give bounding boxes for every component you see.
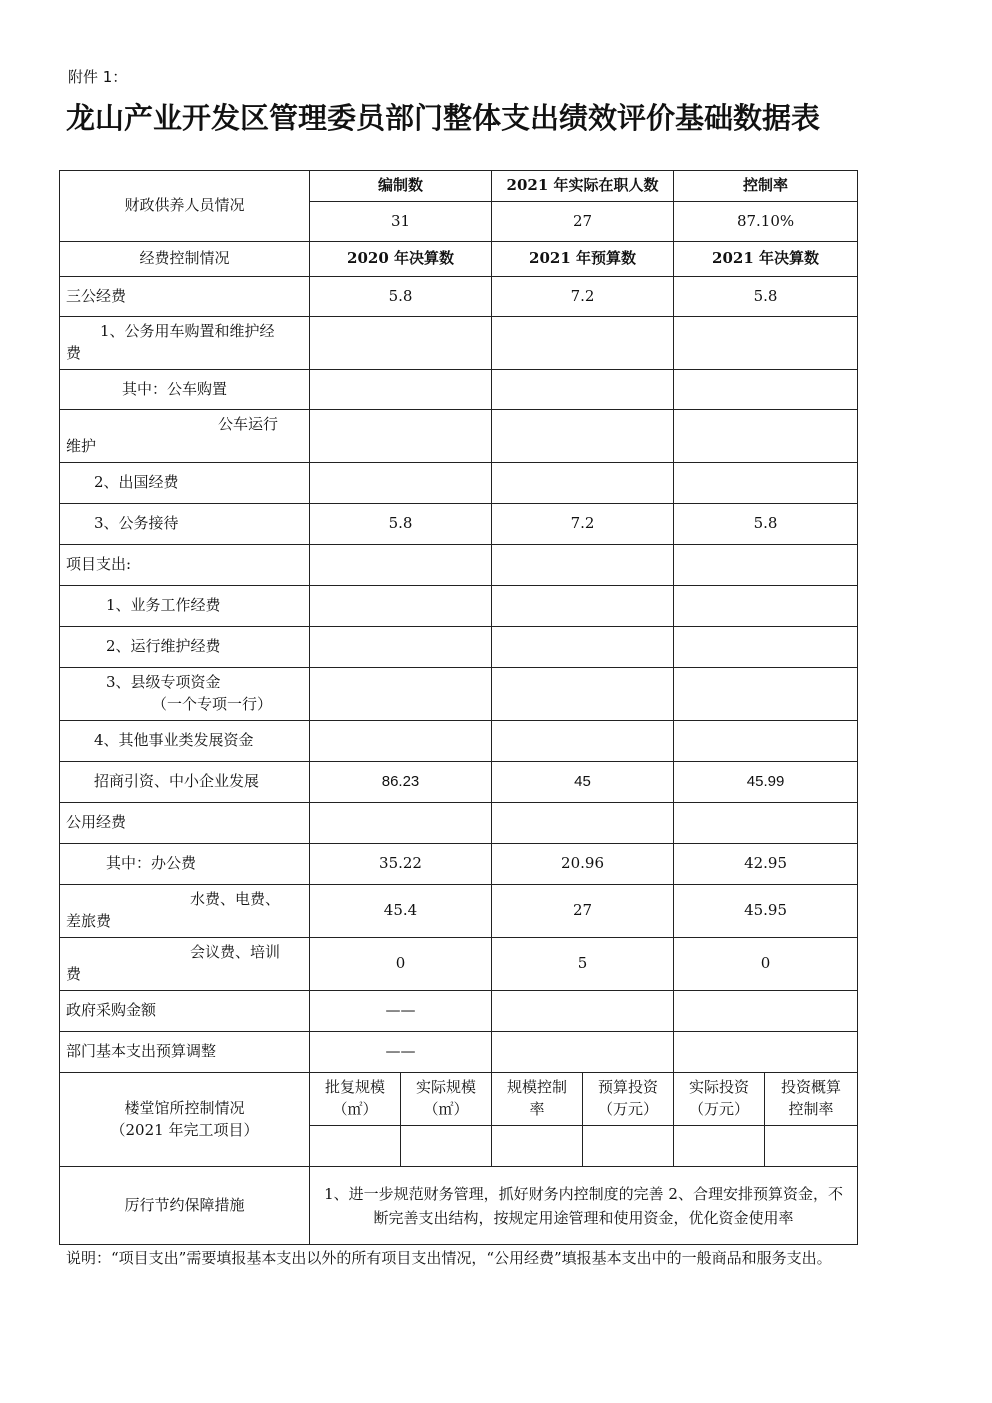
row-value [492,545,674,586]
staff-value-rate: 87.10% [674,202,858,242]
header-line1: 预算投资 [598,1078,659,1097]
header-line1: 规模控制 [507,1078,568,1097]
buildings-header-scale-rate [492,1073,583,1126]
buildings-value [674,1126,765,1167]
header-line2: （㎡） [423,1100,469,1118]
row-value: 45.95 [674,885,858,938]
buildings-value [583,1126,674,1167]
row-label-line2: 费 [66,344,82,362]
table-row [60,463,858,504]
row-label-line2: 差旅费 [66,912,112,930]
row-value [674,803,858,844]
row-value: 7.2 [492,277,674,317]
table-row [60,938,858,991]
row-value: —— [310,991,492,1032]
header-line1: 批复规模 [324,1078,385,1097]
row-value [674,1032,858,1073]
row-value: 45 [492,762,674,803]
attachment-label: 附件 1： [68,68,128,86]
staff-value-actual: 27 [492,202,674,242]
row-label-line2: 维护 [66,437,97,455]
header-line2: （㎡） [332,1100,378,1118]
row-label: 政府采购金额 [60,991,310,1032]
row-value [492,586,674,627]
table-row [60,991,858,1032]
row-label: 项目支出: [60,545,310,586]
row-label: 其中：公车购置 [60,370,310,410]
row-value [310,317,492,370]
row-label-line1: 水费、电费、 [190,890,281,909]
row-value [310,721,492,762]
table-row [60,721,858,762]
row-value [492,370,674,410]
row-value [492,463,674,504]
table-row [60,504,858,545]
table-row [60,317,858,370]
row-label: 2、出国经费 [60,463,310,504]
row-value [674,410,858,463]
row-value: 5.8 [310,277,492,317]
row-value: 45.4 [310,885,492,938]
row-value [492,668,674,721]
table-row [60,277,858,317]
row-value [310,627,492,668]
buildings-value [401,1126,492,1167]
row-value [674,721,858,762]
funds-label: 经费控制情况 [60,242,310,277]
row-value [674,586,858,627]
row-value [310,545,492,586]
row-label: 2、运行维护经费 [60,627,310,668]
row-value: 27 [492,885,674,938]
row-value [674,370,858,410]
row-value: 0 [674,938,858,991]
row-label: 招商引资、中小企业发展 [60,762,310,803]
row-value [310,668,492,721]
row-value [674,627,858,668]
buildings-label-line2: （2021 年完工项目） [110,1120,259,1139]
header-line1: 投资概算 [781,1078,842,1097]
header-line2: 率 [529,1100,545,1118]
header-line2: （万元） [598,1100,659,1118]
measures-row [60,1167,858,1245]
row-value: 7.2 [492,504,674,545]
row-label-line2: 费 [66,965,82,983]
row-value [674,317,858,370]
staff-label: 财政供养人员情况 [60,171,310,242]
row-value [492,991,674,1032]
row-label-line1: 会议费、培训 [190,943,281,962]
funds-header-row [60,242,858,277]
row-value: 5.8 [674,504,858,545]
row-value: 45.99 [674,762,858,803]
row-value: 35.22 [310,844,492,885]
row-label-line1: 3、县级专项资金 [106,673,221,692]
row-label [60,938,310,991]
buildings-header-approved-scale [310,1073,401,1126]
row-value: 0 [310,938,492,991]
staff-header-actual: 2021 年实际在职人数 [492,171,674,202]
buildings-label-line1: 楼堂馆所控制情况 [124,1098,245,1117]
buildings-header-row [60,1073,858,1126]
row-value [674,463,858,504]
row-value: 86.23 [310,762,492,803]
row-label: 其中：办公费 [60,844,310,885]
row-label: 4、其他事业类发展资金 [60,721,310,762]
buildings-header-actual-scale [401,1073,492,1126]
row-value [492,721,674,762]
row-value [492,803,674,844]
row-label [60,668,310,721]
row-label-line1: 公车运行 [218,415,279,434]
row-value: 42.95 [674,844,858,885]
row-label: 部门基本支出预算调整 [60,1032,310,1073]
table-row [60,1032,858,1073]
table-row [60,885,858,938]
row-value: 5.8 [674,277,858,317]
funds-header-2021-budget: 2021 年预算数 [492,242,674,277]
row-value: 20.96 [492,844,674,885]
row-label-line2: （一个专项一行） [152,695,273,713]
table-row [60,627,858,668]
funds-header-2020: 2020 年决算数 [310,242,492,277]
table-row [60,410,858,463]
buildings-value [765,1126,858,1167]
table-row [60,545,858,586]
table-row [60,668,858,721]
header-line1: 实际规模 [416,1078,477,1097]
row-label: 公用经费 [60,803,310,844]
row-value [674,668,858,721]
footnote: 说明：“项目支出”需要填报基本支出以外的所有项目支出情况，“公用经费”填报基本支出中的一般商品和服务支出。 [66,1249,832,1267]
row-value [310,586,492,627]
buildings-header-investment-rate [765,1073,858,1126]
row-label: 三公经费 [60,277,310,317]
row-label: 1、业务工作经费 [60,586,310,627]
buildings-header-actual-investment [674,1073,765,1126]
buildings-label [60,1073,310,1167]
row-label-line1: 1、公务用车购置和维护经 [100,322,275,341]
row-value [310,803,492,844]
row-label [60,317,310,370]
row-value [310,410,492,463]
table-row [60,803,858,844]
row-value [310,463,492,504]
row-value: 5.8 [310,504,492,545]
header-line1: 实际投资 [689,1078,750,1097]
staff-header-quota: 编制数 [310,171,492,202]
measures-text: 1、进一步规范财务管理，抓好财务内控制度的完善 2、合理安排预算资金，不断完善支出结构，按规定用途管理和使用资金，优化资金使用率 [310,1167,858,1245]
buildings-value [310,1126,401,1167]
row-value [310,370,492,410]
row-value [492,627,674,668]
staff-header-rate: 控制率 [674,171,858,202]
row-label [60,885,310,938]
header-line2: 控制率 [788,1100,834,1118]
buildings-header-budget-investment [583,1073,674,1126]
row-value [492,410,674,463]
data-table [59,170,858,1245]
table-row [60,844,858,885]
row-value: 5 [492,938,674,991]
staff-value-quota: 31 [310,202,492,242]
row-value [674,545,858,586]
buildings-value [492,1126,583,1167]
staff-header-row [60,171,858,202]
page-title: 龙山产业开发区管理委员部门整体支出绩效评价基础数据表 [66,101,821,135]
table-row [60,762,858,803]
row-value [674,991,858,1032]
row-label: 3、公务接待 [60,504,310,545]
row-value: —— [310,1032,492,1073]
funds-header-2021-final: 2021 年决算数 [674,242,858,277]
row-label [60,410,310,463]
table-row [60,586,858,627]
row-value [492,1032,674,1073]
header-line2: （万元） [689,1100,750,1118]
row-value [492,317,674,370]
table-row [60,370,858,410]
measures-label: 厉行节约保障措施 [60,1167,310,1245]
